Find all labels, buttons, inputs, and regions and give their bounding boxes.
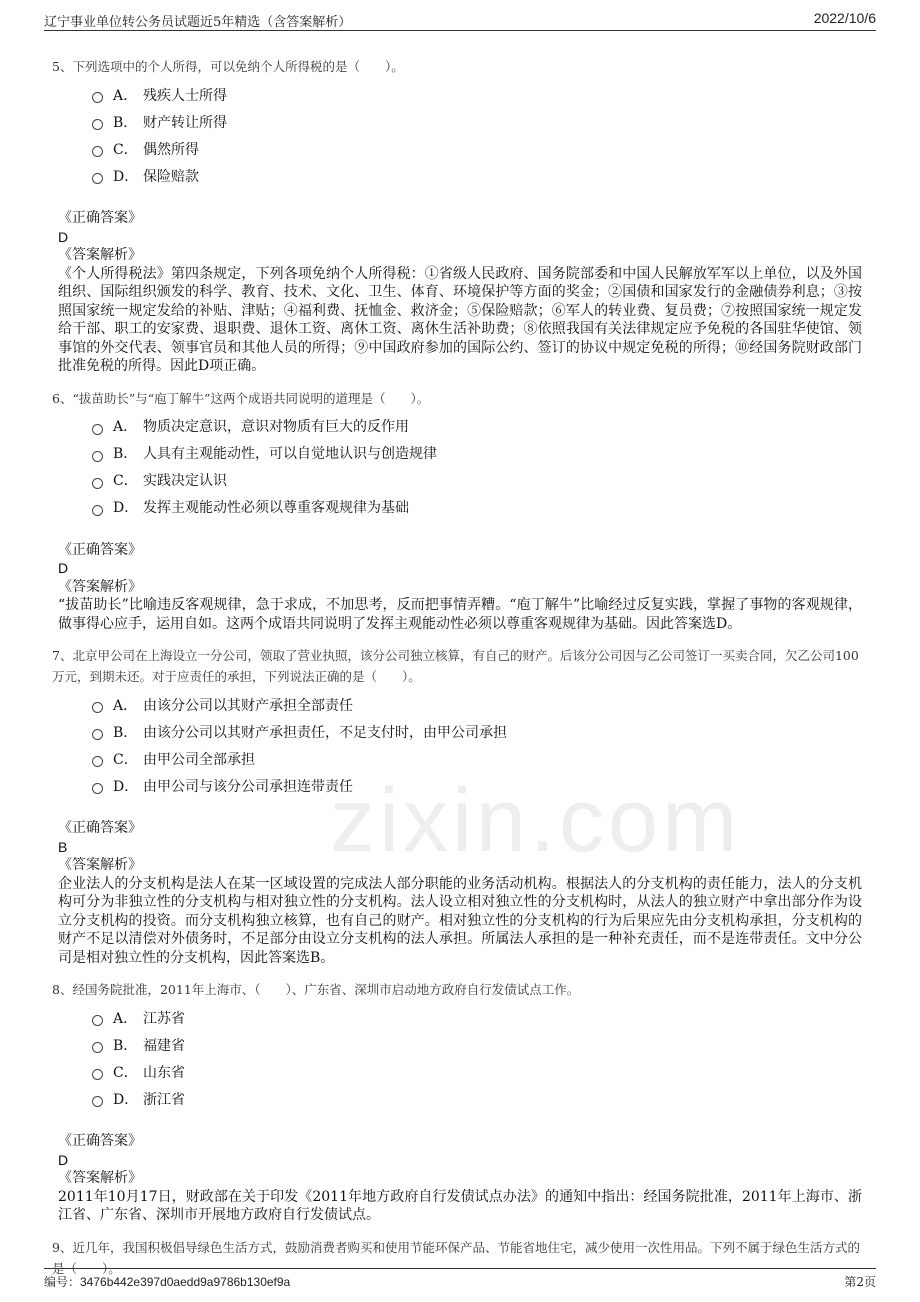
radio-icon[interactable] — [92, 478, 103, 489]
answer-block — [52, 209, 862, 376]
question-stem: 9、近几年，我国积极倡导绿色生活方式，鼓励消费者购买和使用节能环保产品、节能省地住宅，减少使用一次性用品。下列不属于绿色生活方式的是（ ）。 — [52, 1239, 860, 1276]
watermark: zixin.com — [330, 771, 742, 871]
question-5 — [52, 56, 862, 376]
option-letter: B． — [113, 724, 138, 741]
radio-icon[interactable] — [92, 1069, 103, 1080]
option-a[interactable] — [92, 1004, 862, 1031]
answer-block — [52, 1132, 862, 1225]
correct-answer-label: 《正确答案》 — [58, 541, 142, 558]
option-letter: A． — [113, 419, 138, 435]
option-b[interactable] — [92, 718, 862, 745]
option-letter: A． — [113, 87, 138, 104]
option-letter: B． — [113, 1037, 138, 1054]
option-text: 福建省 — [143, 1037, 185, 1054]
explanation-text: 《个人所得税法》第四条规定，下列各项免纳个人所得税：①省级人民政府、国务院部委和中国人民解放军军以上单位，以及外国组织、国际组织颁发的科学、教育、技术、文化、卫生、体育、环境保护等方面的奖金；②国债和国家发行的金融债券利息；③按照国家统一规定发给的补贴、津贴；④福利费、抚恤金、救济金；⑤保险赔款；⑥军人的转业费、复员费；⑦按照国家统一规定发给干部、职工的安家费、退职费、退休工资、离休工资、离休生活补助费；⑧依照我国有关法律规定应予免税的各国驻华使馆、领事馆的外交代表、领事官员和其他人员的所得；⑨中国政府参加的国际公约、签订的协议中规定免税的所得；⑩经国务院财政部门批准免税的所得。因此D项正确。 — [58, 265, 862, 374]
question-stem: 7、北京甲公司在上海设立一分公司，领取了营业执照，该分公司独立核算，有自己的财产。后该分公司因与乙公司签订一买卖合同，欠乙公司100万元，到期未还。对于应责任的承担，下列说法正确的是（ ）。 — [52, 648, 859, 684]
radio-icon[interactable] — [92, 451, 103, 462]
option-letter: C． — [113, 1064, 138, 1081]
option-b[interactable] — [92, 108, 862, 135]
correct-answer-label: 《正确答案》 — [58, 1133, 142, 1149]
option-letter: D． — [113, 778, 139, 795]
option-text: 实践决定认识 — [143, 473, 227, 489]
option-letter: C． — [113, 473, 138, 489]
option-d[interactable] — [92, 494, 862, 521]
option-text: 发挥主观能动性必须以尊重客观规律为基础 — [143, 500, 409, 516]
option-letter: D． — [113, 168, 139, 185]
analysis-label: 《答案解析》 — [58, 578, 142, 595]
option-text: 浙江省 — [143, 1091, 185, 1108]
correct-answer-label: 《正确答案》 — [58, 210, 142, 226]
option-a[interactable] — [92, 691, 862, 718]
radio-icon[interactable] — [92, 173, 103, 184]
radio-icon[interactable] — [92, 702, 103, 713]
explanation-text: 企业法人的分支机构是法人在某一区域设置的完成法人部分职能的业务活动机构。根据法人的分支机构的责任能力，法人的分支机构可分为非独立性的分支机构与相对独立性的分支机构。法人设立相对独立性的分支机构时，从法人的独立财产中拿出部分作为设立分支机构的投资。而分支机构独立核算，也有自己的财产。相对独立性的分支机构的行为后果应先由分支机构承担，分支机构的财产不足以清偿对外债务时，不足部分由设立分支机构的法人承担。所属法人承担的是一种补充责任，而不是连带责任。文中分公司是相对独立性的分支机构，因此答案选B。 — [58, 875, 862, 966]
radio-icon[interactable] — [92, 783, 103, 794]
option-letter: B． — [113, 446, 138, 462]
option-d[interactable] — [92, 162, 862, 189]
option-text: 由甲公司与该分公司承担连带责任 — [143, 778, 353, 795]
correct-answer: D — [58, 228, 69, 245]
option-a[interactable] — [92, 413, 862, 440]
option-text: 偶然所得 — [143, 141, 199, 158]
option-letter: C． — [113, 751, 138, 768]
option-d[interactable] — [92, 772, 862, 799]
option-text: 由该分公司以其财产承担责任，不足支付时，由甲公司承担 — [143, 724, 507, 741]
option-text: 保险赔款 — [143, 168, 199, 185]
radio-icon[interactable] — [92, 1096, 103, 1107]
radio-icon[interactable] — [92, 119, 103, 130]
option-b[interactable] — [92, 1031, 862, 1058]
question-7 — [52, 645, 862, 967]
option-letter: A． — [113, 697, 138, 714]
option-text: 财产转让所得 — [143, 114, 227, 131]
option-letter: D． — [113, 500, 139, 516]
question-stem: 5、下列选项中的个人所得，可以免纳个人所得税的是（ ）。 — [52, 59, 404, 74]
option-letter: D． — [113, 1091, 139, 1108]
option-text: 由该分公司以其财产承担全部责任 — [143, 697, 353, 714]
correct-answer: D — [58, 1151, 69, 1168]
question-stem: 8、经国务院批准，2011年上海市、（ ）、广东省、深圳市启动地方政府自行发债试点工作。 — [52, 982, 580, 997]
question-list — [52, 56, 862, 1279]
radio-icon[interactable] — [92, 146, 103, 157]
page-footer — [44, 1268, 876, 1291]
option-text: 由甲公司全部承担 — [143, 751, 255, 768]
question-8 — [52, 979, 862, 1225]
option-list — [92, 81, 862, 189]
option-letter: A． — [113, 1010, 138, 1027]
answer-block — [52, 819, 862, 967]
option-list — [92, 691, 862, 799]
explanation-text: 2011年10月17日，财政部在关于印发《2011年地方政府自行发债试点办法》的通知中指出：经国务院批准，2011年上海市、浙江省、广东省、深圳市开展地方政府自行发债试点。 — [58, 1188, 862, 1223]
option-list — [92, 1004, 862, 1112]
radio-icon[interactable] — [92, 1015, 103, 1026]
page-header — [44, 8, 876, 31]
option-c[interactable] — [92, 135, 862, 162]
option-text: 残疾人士所得 — [143, 87, 227, 104]
option-list — [92, 413, 862, 521]
option-text: 山东省 — [143, 1064, 185, 1081]
analysis-label: 《答案解析》 — [58, 857, 142, 873]
option-a[interactable] — [92, 81, 862, 108]
option-c[interactable] — [92, 745, 862, 772]
option-text: 江苏省 — [143, 1010, 185, 1027]
correct-answer: D — [58, 560, 69, 576]
answer-block — [52, 541, 862, 634]
document-title: 辽宁事业单位转公务员试题近5年精选（含答案解析） — [44, 15, 352, 30]
option-c[interactable] — [92, 1058, 862, 1085]
analysis-label: 《答案解析》 — [58, 247, 142, 263]
radio-icon[interactable] — [92, 756, 103, 767]
correct-answer-label: 《正确答案》 — [58, 820, 142, 836]
option-letter: C． — [113, 141, 138, 158]
radio-icon[interactable] — [92, 505, 103, 516]
option-letter: B． — [113, 114, 138, 131]
option-d[interactable] — [92, 1085, 862, 1112]
page-number: 第2页 — [844, 1275, 876, 1289]
radio-icon[interactable] — [92, 424, 103, 435]
radio-icon[interactable] — [92, 92, 103, 103]
question-stem: 6、“拔苗助长”与“庖丁解牛”这两个成语共同说明的道理是（ ）。 — [52, 390, 430, 406]
option-c[interactable] — [92, 467, 862, 494]
analysis-label: 《答案解析》 — [58, 1170, 142, 1186]
option-text: 人具有主观能动性，可以自觉地认识与创造规律 — [143, 446, 437, 462]
question-6 — [52, 388, 862, 634]
radio-icon[interactable] — [92, 729, 103, 740]
option-b[interactable] — [92, 440, 862, 467]
option-text: 物质决定意识，意识对物质有巨大的反作用 — [143, 419, 409, 435]
explanation-text: “拔苗助长”比喻违反客观规律，急于求成，不加思考，反而把事情弄糟。“庖丁解牛”比喻经过反复实践，掌握了事物的客观规律，做事得心应手，运用自如。这两个成语共同说明了发挥主观能动性必须以尊重客观规律为基础。因此答案选D。 — [58, 597, 862, 632]
radio-icon[interactable] — [92, 1042, 103, 1053]
document-date: 2022/10/6 — [813, 10, 876, 26]
document-code: 编号：3476b442e397d0aedd9a9786b130ef9a — [44, 1275, 291, 1289]
correct-answer: B — [58, 838, 68, 855]
